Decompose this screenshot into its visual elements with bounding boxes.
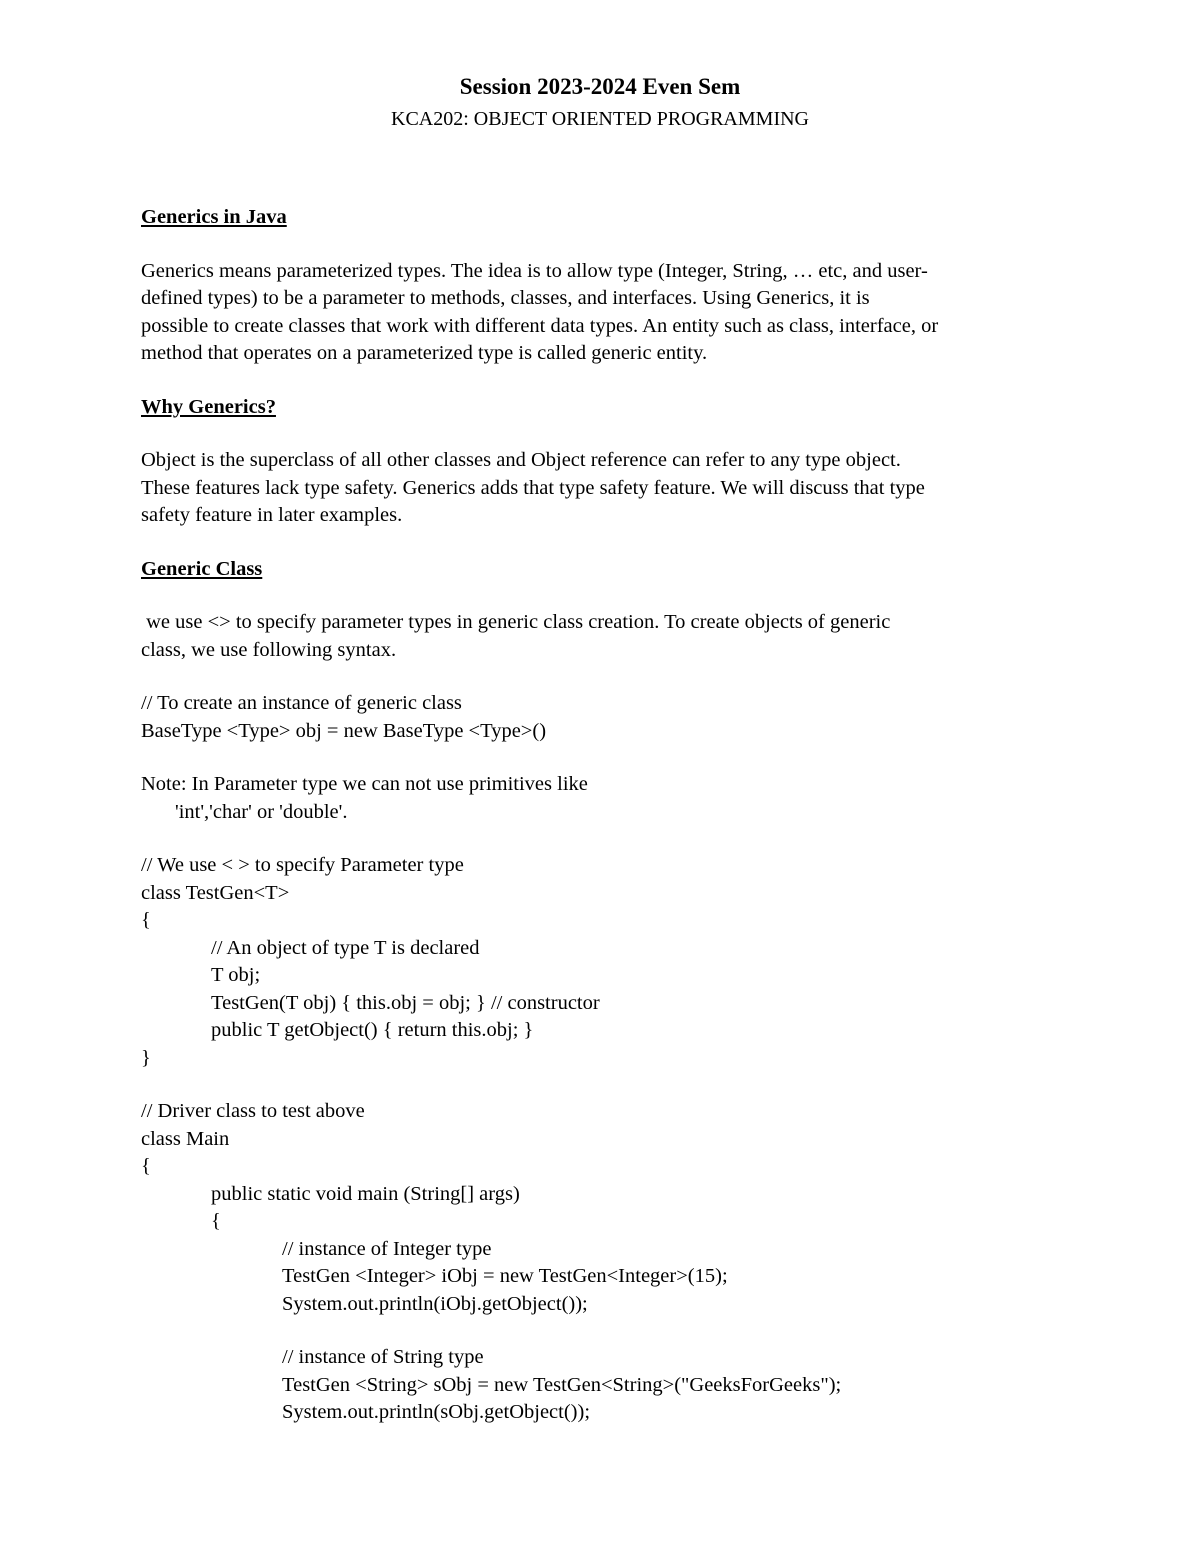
note-line: 'int','char' or 'double'. xyxy=(175,800,348,823)
code-line: class TestGen<T> xyxy=(141,881,290,904)
paragraph-why-generics xyxy=(141,447,1071,530)
paragraph-generic-class xyxy=(141,609,1071,664)
code-line: class Main xyxy=(141,1127,230,1150)
code-block-testgen xyxy=(141,852,1071,1072)
document-body xyxy=(141,204,1071,1427)
code-line: TestGen <String> sObj = new TestGen<String>("GeeksForGeeks"); xyxy=(282,1373,842,1396)
code-line: BaseType <Type> obj = new BaseType <Type>() xyxy=(141,719,547,742)
text-line: method that operates on a parameterized type is called generic entity. xyxy=(141,342,708,364)
note-line: Note: In Parameter type we can not use primitives like xyxy=(141,773,588,795)
code-line: } xyxy=(141,1046,151,1069)
code-block-main xyxy=(141,1098,1071,1427)
code-line: TestGen(T obj) { this.obj = obj; } // constructor xyxy=(211,991,600,1014)
session-title: Session 2023-2024 Even Sem xyxy=(459,74,741,99)
note-block xyxy=(141,771,1071,826)
code-line: public T getObject() { return this.obj; } xyxy=(211,1019,534,1041)
code-line: System.out.println(sObj.getObject()); xyxy=(282,1401,591,1423)
code-line: // Driver class to test above xyxy=(141,1100,365,1122)
code-line: // instance of Integer type xyxy=(282,1237,492,1260)
code-line: { xyxy=(141,909,151,931)
text-line: possible to create classes that work with different data types. An entity such as class, interface, or xyxy=(141,314,939,337)
code-line: T obj; xyxy=(211,964,261,986)
text-line: Object is the superclass of all other classes and Object reference can refer to any type object. xyxy=(141,449,901,471)
text-line: defined types) to be a parameter to methods, classes, and interfaces. Using Generics, it is xyxy=(141,287,870,309)
code-line: // instance of String type xyxy=(282,1346,484,1368)
code-line: System.out.println(iObj.getObject()); xyxy=(282,1292,588,1315)
heading-why-generics: Why Generics? xyxy=(141,395,276,418)
text-line: Generics means parameterized types. The idea is to allow type (Integer, String, … etc, and user- xyxy=(141,259,928,282)
heading-generic-class: Generic Class xyxy=(141,557,263,580)
text-line: These features lack type safety. Generics adds that type safety feature. We will discuss that type xyxy=(141,476,925,499)
code-line: public static void main (String[] args) xyxy=(211,1182,520,1205)
code-line: { xyxy=(211,1210,221,1232)
code-line: // We use < > to specify Parameter type xyxy=(141,854,464,876)
code-line: { xyxy=(141,1155,151,1177)
code-line: // An object of type T is declared xyxy=(211,936,480,959)
text-line: we use <> to specify parameter types in generic class creation. To create objects of generic xyxy=(141,611,891,633)
code-line: // To create an instance of generic class xyxy=(141,692,462,714)
course-title: KCA202: OBJECT ORIENTED PROGRAMMING xyxy=(391,108,809,130)
syntax-block xyxy=(141,690,1071,745)
heading-generics-in-java: Generics in Java xyxy=(141,206,287,228)
text-line: class, we use following syntax. xyxy=(141,638,397,661)
paragraph-generics-definition xyxy=(141,258,1071,368)
text-line: safety feature in later examples. xyxy=(141,504,403,526)
code-line: TestGen <Integer> iObj = new TestGen<Integer>(15); xyxy=(282,1265,728,1287)
